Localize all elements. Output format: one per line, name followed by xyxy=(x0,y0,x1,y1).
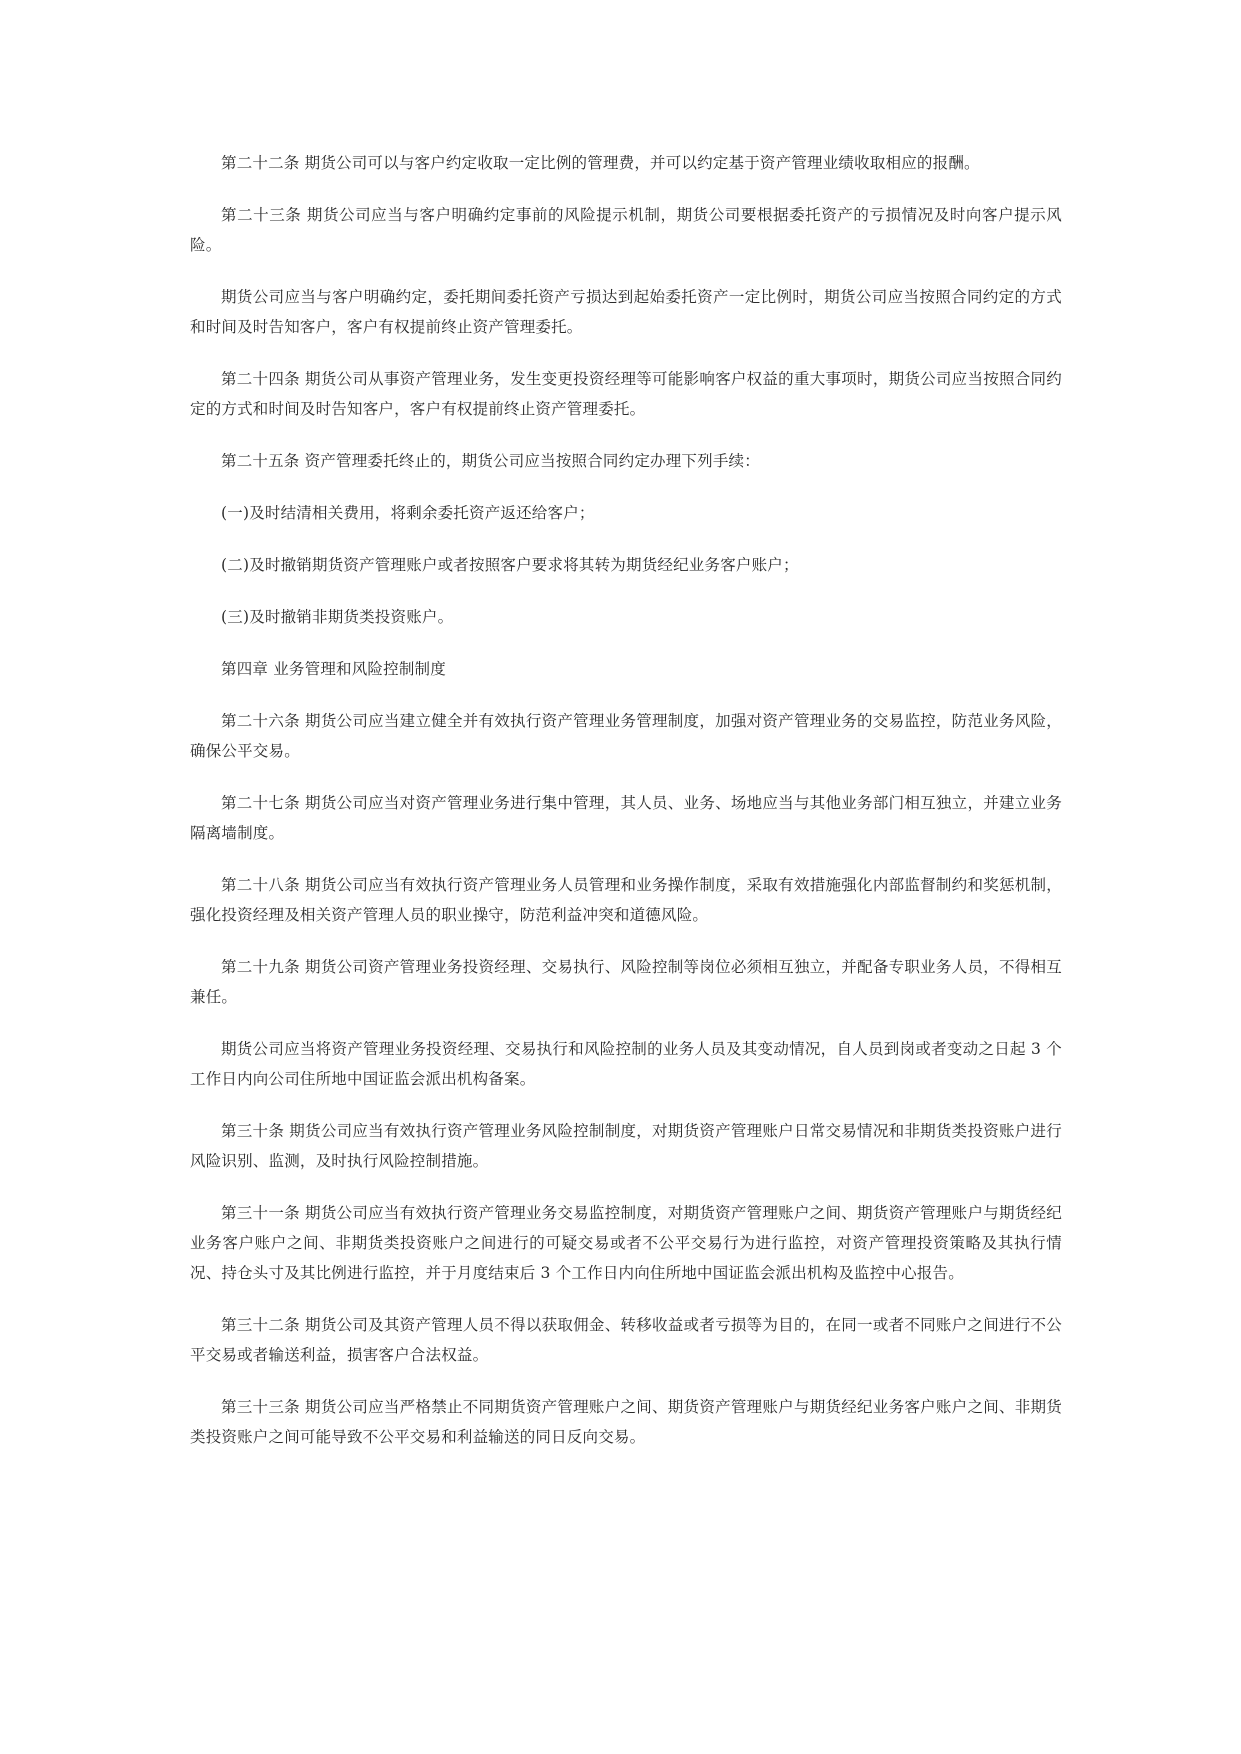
article-23-paragraph: 第二十三条 期货公司应当与客户明确约定事前的风险提示机制，期货公司要根据委托资产的亏损情况及时向客户提示风险。 xyxy=(190,206,1062,254)
article-28-paragraph: 第二十八条 期货公司应当有效执行资产管理业务人员管理和业务操作制度，采取有效措施强化内部监督制约和奖惩机制，强化投资经理及相关资产管理人员的职业操守，防范利益冲突和道德风险。 xyxy=(190,876,1062,924)
article-31-paragraph: 第三十一条 期货公司应当有效执行资产管理业务交易监控制度，对期货资产管理账户之间、期货资产管理账户与期货经纪业务客户账户之间、非期货类投资账户之间进行的可疑交易或者不公平交易行为进行监控，对资产管理投资策略及其执行情况、持仓头寸及其比例进行监控，并于月度结束后 3 个工作日内向住所地中国证监会派出机构及监控中心报告。 xyxy=(190,1204,1062,1282)
article-22-paragraph: 第二十二条 期货公司可以与客户约定收取一定比例的管理费，并可以约定基于资产管理业绩收取相应的报酬。 xyxy=(221,154,980,172)
document-body xyxy=(190,148,1062,1474)
article-25-item-2: (二)及时撤销期货资产管理账户或者按照客户要求将其转为期货经纪业务客户账户； xyxy=(221,556,799,574)
article-29-paragraph: 第二十九条 期货公司资产管理业务投资经理、交易执行、风险控制等岗位必须相互独立，并配备专职业务人员，不得相互兼任。 xyxy=(190,958,1062,1006)
chapter-4-heading: 第四章 业务管理和风险控制制度 xyxy=(221,660,446,678)
article-33-paragraph: 第三十三条 期货公司应当严格禁止不同期货资产管理账户之间、期货资产管理账户与期货经纪业务客户账户之间、非期货类投资账户之间可能导致不公平交易和利益输送的同日反向交易。 xyxy=(190,1398,1062,1446)
article-25-item-3: (三)及时撤销非期货类投资账户。 xyxy=(221,608,454,626)
article-27-paragraph: 第二十七条 期货公司应当对资产管理业务进行集中管理，其人员、业务、场地应当与其他业务部门相互独立，并建立业务隔离墙制度。 xyxy=(190,794,1062,842)
article-24-paragraph: 第二十四条 期货公司从事资产管理业务，发生变更投资经理等可能影响客户权益的重大事项时，期货公司应当按照合同约定的方式和时间及时告知客户，客户有权提前终止资产管理委托。 xyxy=(190,370,1062,418)
article-25-item-1: (一)及时结清相关费用，将剩余委托资产返还给客户； xyxy=(221,504,595,522)
article-29-clause-paragraph: 期货公司应当将资产管理业务投资经理、交易执行和风险控制的业务人员及其变动情况，自人员到岗或者变动之日起 3 个工作日内向公司住所地中国证监会派出机构备案。 xyxy=(190,1040,1062,1088)
article-30-paragraph: 第三十条 期货公司应当有效执行资产管理业务风险控制制度，对期货资产管理账户日常交易情况和非期货类投资账户进行风险识别、监测，及时执行风险控制措施。 xyxy=(190,1122,1062,1170)
article-23-clause-paragraph: 期货公司应当与客户明确约定，委托期间委托资产亏损达到起始委托资产一定比例时，期货公司应当按照合同约定的方式和时间及时告知客户，客户有权提前终止资产管理委托。 xyxy=(190,288,1062,336)
article-32-paragraph: 第三十二条 期货公司及其资产管理人员不得以获取佣金、转移收益或者亏损等为目的，在同一或者不同账户之间进行不公平交易或者输送利益，损害客户合法权益。 xyxy=(190,1316,1062,1364)
article-25-paragraph: 第二十五条 资产管理委托终止的，期货公司应当按照合同约定办理下列手续： xyxy=(221,452,760,470)
article-26-paragraph: 第二十六条 期货公司应当建立健全并有效执行资产管理业务管理制度，加强对资产管理业务的交易监控，防范业务风险，确保公平交易。 xyxy=(190,712,1062,760)
